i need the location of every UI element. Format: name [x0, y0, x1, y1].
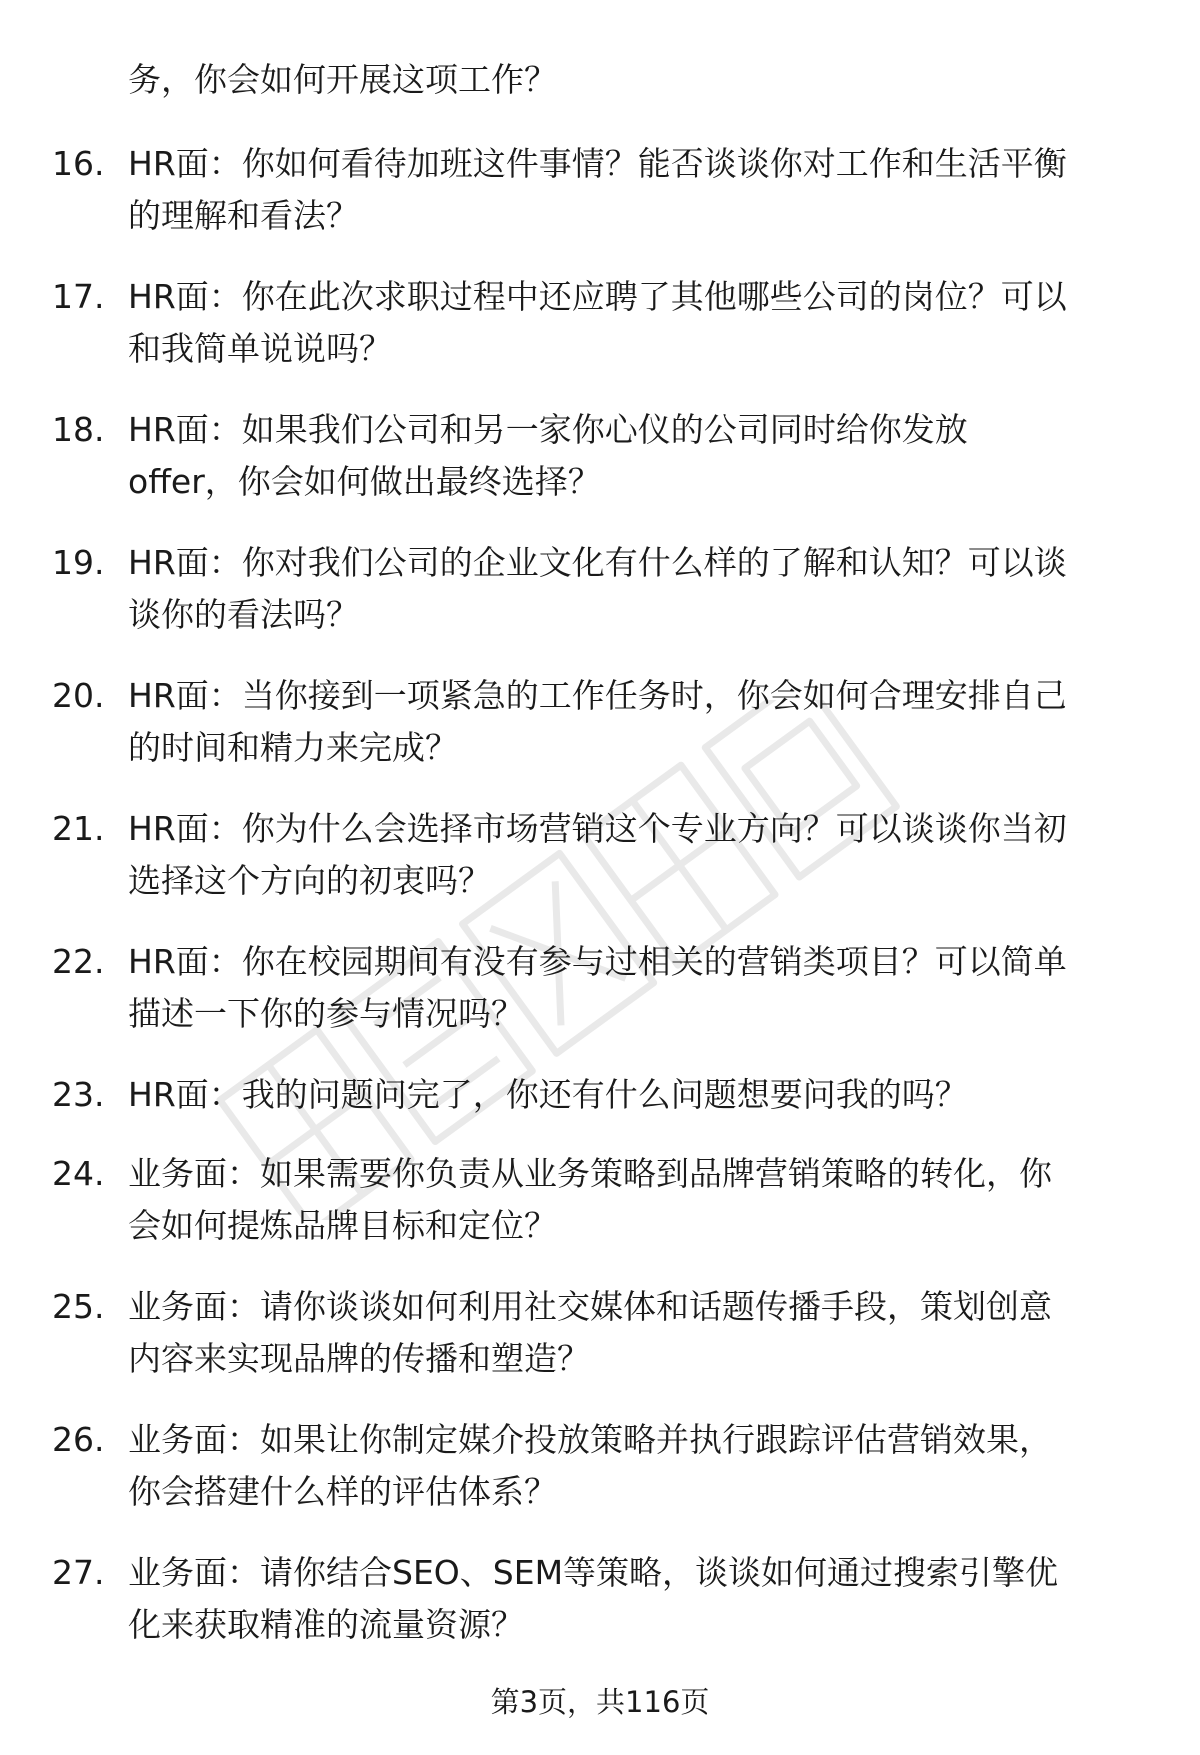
- question-line: HR面：你如何看待加班这件事情？能否谈谈你对工作和生活平衡: [128, 144, 1067, 183]
- question-line: 描述一下你的参与情况吗？: [128, 994, 524, 1033]
- question-line: 和我简单说说吗？: [128, 329, 392, 368]
- question-text: [128, 803, 1158, 907]
- question-line: 业务面：请你结合SEO、SEM等策略，谈谈如何通过搜索引擎优: [128, 1553, 1059, 1592]
- question-number: 18.: [52, 410, 105, 449]
- question-line: HR面：我的问题问完了，你还有什么问题想要问我的吗？: [128, 1075, 968, 1114]
- question-item: [0, 1414, 1200, 1547]
- question-text: [128, 670, 1158, 774]
- question-item: [0, 936, 1200, 1069]
- question-number: 23.: [52, 1075, 105, 1114]
- question-number: 25.: [52, 1287, 105, 1326]
- question-text: [128, 404, 1158, 508]
- question-item: [0, 404, 1200, 537]
- question-line: 业务面：如果让你制定媒介投放策略并执行跟踪评估营销效果，: [128, 1420, 1052, 1459]
- question-text: [128, 138, 1158, 242]
- question-number: 20.: [52, 676, 105, 715]
- page-footer: 第3页，共116页: [490, 1685, 710, 1719]
- question-item: [0, 1148, 1200, 1281]
- question-line: 化来获取精准的流量资源？: [128, 1605, 524, 1644]
- question-line: HR面：你为什么会选择市场营销这个专业方向？可以谈谈你当初: [128, 809, 1067, 848]
- question-number: 19.: [52, 543, 105, 582]
- question-line: 内容来实现品牌的传播和塑造？: [128, 1339, 590, 1378]
- question-line: 谈你的看法吗？: [128, 595, 359, 634]
- question-text: [128, 1069, 1158, 1121]
- question-item: [0, 803, 1200, 936]
- question-number: 26.: [52, 1420, 105, 1459]
- question-line: 的时间和精力来完成？: [128, 728, 458, 767]
- question-line: 业务面：请你谈谈如何利用社交媒体和话题传播手段，策划创意: [128, 1287, 1052, 1326]
- question-line: 业务面：如果需要你负责从业务策略到品牌营销策略的转化，你: [128, 1154, 1052, 1193]
- question-item: [0, 271, 1200, 404]
- question-number: 22.: [52, 942, 105, 981]
- question-list: [0, 138, 1200, 1680]
- question-line: HR面：当你接到一项紧急的工作任务时，你会如何合理安排自己: [128, 676, 1067, 715]
- question-item: [0, 138, 1200, 271]
- question-text: [128, 537, 1158, 641]
- question-number: 24.: [52, 1154, 105, 1193]
- question-line: 会如何提炼品牌目标和定位？: [128, 1206, 557, 1245]
- question-text: [128, 1414, 1158, 1518]
- question-line: offer，你会如何做出最终选择？: [128, 462, 601, 501]
- question-number: 27.: [52, 1553, 105, 1592]
- question-number: 17.: [52, 277, 105, 316]
- question-line: 选择这个方向的初衷吗？: [128, 861, 491, 900]
- question-line: 的理解和看法？: [128, 196, 359, 235]
- question-text: [128, 1148, 1158, 1252]
- question-item: [0, 1547, 1200, 1680]
- question-text: [128, 271, 1158, 375]
- question-text: [128, 1547, 1158, 1651]
- question-item: [0, 1281, 1200, 1414]
- continuation-text: 务，你会如何开展这项工作？: [128, 60, 557, 99]
- question-line: 你会搭建什么样的评估体系？: [128, 1472, 557, 1511]
- question-number: 16.: [52, 144, 105, 183]
- question-text: [128, 936, 1158, 1040]
- question-item: [0, 1069, 1200, 1148]
- question-line: HR面：你在此次求职过程中还应聘了其他哪些公司的岗位？可以: [128, 277, 1067, 316]
- question-number: 21.: [52, 809, 105, 848]
- question-line: HR面：你在校园期间有没有参与过相关的营销类项目？可以简单: [128, 942, 1067, 981]
- question-item: [0, 537, 1200, 670]
- question-item: [0, 670, 1200, 803]
- question-line: HR面：如果我们公司和另一家你心仪的公司同时给你发放: [128, 410, 968, 449]
- question-line: HR面：你对我们公司的企业文化有什么样的了解和认知？可以谈: [128, 543, 1067, 582]
- question-text: [128, 1281, 1158, 1385]
